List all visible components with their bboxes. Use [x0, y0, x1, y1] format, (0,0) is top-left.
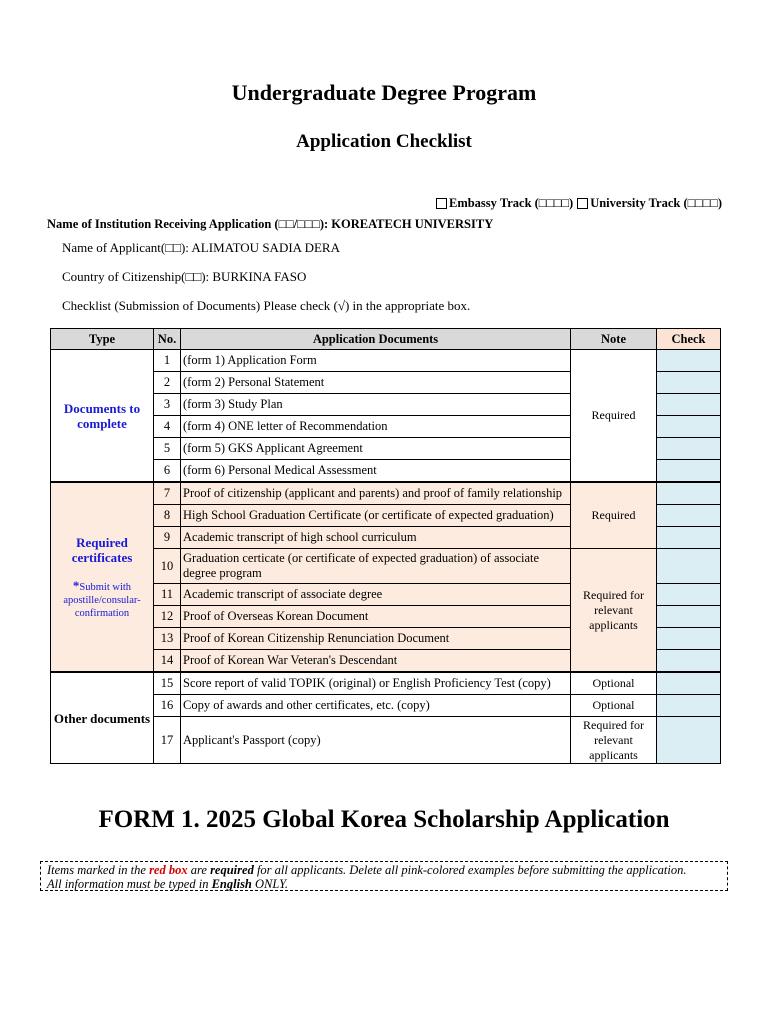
row-number: 4 — [154, 416, 181, 438]
check-cell[interactable] — [657, 394, 721, 416]
check-cell[interactable] — [657, 372, 721, 394]
row-document: Proof of citizenship (applicant and parents) and proof of family relationship — [181, 482, 571, 505]
notice-text: for all applicants. Delete all pink-colored examples before submitting the application. — [253, 863, 687, 877]
row-number: 13 — [154, 628, 181, 650]
row-number: 8 — [154, 505, 181, 527]
checklist-table — [50, 328, 721, 764]
note-required: Required — [571, 482, 657, 549]
notice-line-1 — [47, 863, 721, 877]
notice-english: English — [211, 877, 252, 891]
row-document: (form 6) Personal Medical Assessment — [181, 460, 571, 483]
track-options — [436, 196, 722, 211]
row-document: Academic transcript of high school curriculum — [181, 527, 571, 549]
header-no: No. — [154, 329, 181, 350]
check-cell[interactable] — [657, 460, 721, 483]
row-document: (form 1) Application Form — [181, 350, 571, 372]
check-cell[interactable] — [657, 549, 721, 584]
row-number: 11 — [154, 584, 181, 606]
header-note: Note — [571, 329, 657, 350]
row-document: Score report of valid TOPIK (original) or English Proficiency Test (copy) — [181, 672, 571, 695]
note-optional: Optional — [571, 695, 657, 717]
group-other-documents: Other documents — [51, 672, 154, 764]
row-document: Proof of Overseas Korean Document — [181, 606, 571, 628]
row-number: 15 — [154, 672, 181, 695]
embassy-track-option[interactable] — [436, 196, 573, 211]
row-number: 7 — [154, 482, 181, 505]
university-track-option[interactable] — [577, 196, 722, 211]
table-header-row — [51, 329, 721, 350]
table-row — [51, 482, 721, 505]
check-cell[interactable] — [657, 416, 721, 438]
note-required-relevant: Required for relevant applicants — [571, 717, 657, 764]
group-required-certificates-label: Required certificates — [71, 534, 133, 565]
institution-name: Name of Institution Receiving Application (□□/□□□): KOREATECH UNIVERSITY — [47, 217, 494, 231]
check-cell[interactable] — [657, 717, 721, 764]
check-cell[interactable] — [657, 606, 721, 628]
notice-text: Items marked in the — [47, 863, 150, 877]
row-document: Proof of Korean Citizenship Renunciation Document — [181, 628, 571, 650]
page-title: Undergraduate Degree Program — [231, 80, 537, 105]
university-track-label: University Track (□□□□) — [590, 196, 722, 210]
applicant-country: Country of Citizenship(□□): BURKINA FASO — [62, 269, 307, 284]
notice-text: All information must be typed in — [47, 877, 212, 891]
table-row — [51, 672, 721, 695]
check-cell[interactable] — [657, 650, 721, 673]
check-cell[interactable] — [657, 695, 721, 717]
header-type: Type — [51, 329, 154, 350]
row-document: Applicant's Passport (copy) — [181, 717, 571, 764]
notice-text: are — [187, 863, 211, 877]
row-number: 1 — [154, 350, 181, 372]
header-check: Check — [657, 329, 721, 350]
table-row — [51, 350, 721, 372]
row-document: (form 3) Study Plan — [181, 394, 571, 416]
notice-required: required — [210, 863, 254, 877]
row-document: Graduation certicate (or certificate of expected graduation) of associate degree program — [181, 549, 571, 584]
check-cell[interactable] — [657, 672, 721, 695]
row-number: 10 — [154, 549, 181, 584]
instruction-notice — [40, 861, 728, 891]
notice-text: ONLY. — [251, 877, 289, 891]
row-document: High School Graduation Certificate (or certificate of expected graduation) — [181, 505, 571, 527]
asterisk-mark: * — [72, 577, 80, 593]
check-cell[interactable] — [657, 482, 721, 505]
row-number: 6 — [154, 460, 181, 483]
notice-line-2 — [47, 877, 721, 891]
check-cell[interactable] — [657, 628, 721, 650]
row-document: Proof of Korean War Veteran's Descendant — [181, 650, 571, 673]
page-subtitle: Application Checklist — [296, 131, 472, 152]
row-document: (form 5) GKS Applicant Agreement — [181, 438, 571, 460]
notice-red-box: red box — [149, 863, 188, 877]
apostille-note-text: Submit with apostille/consular-confirmation — [63, 581, 141, 619]
group-documents-to-complete: Documents to complete — [51, 350, 154, 483]
row-document: Academic transcript of associate degree — [181, 584, 571, 606]
check-cell[interactable] — [657, 527, 721, 549]
row-number: 5 — [154, 438, 181, 460]
embassy-track-label: Embassy Track (□□□□) — [448, 196, 574, 210]
row-number: 12 — [154, 606, 181, 628]
note-optional: Optional — [571, 672, 657, 695]
row-number: 14 — [154, 650, 181, 673]
check-cell[interactable] — [657, 350, 721, 372]
check-cell[interactable] — [657, 438, 721, 460]
checklist-instruction: Checklist (Submission of Documents) Please check (√) in the appropriate box. — [62, 298, 471, 313]
group-required-certificates — [51, 482, 154, 672]
university-track-checkbox[interactable] — [577, 198, 588, 209]
check-cell[interactable] — [657, 584, 721, 606]
row-number: 2 — [154, 372, 181, 394]
note-required: Required — [571, 350, 657, 483]
row-number: 9 — [154, 527, 181, 549]
note-required-relevant: Required for relevant applicants — [571, 549, 657, 673]
row-number: 16 — [154, 695, 181, 717]
row-number: 3 — [154, 394, 181, 416]
row-number: 17 — [154, 717, 181, 764]
row-document: (form 2) Personal Statement — [181, 372, 571, 394]
form-title: FORM 1. 2025 Global Korea Scholarship Application — [98, 806, 670, 833]
header-documents: Application Documents — [181, 329, 571, 350]
embassy-track-checkbox[interactable] — [436, 198, 447, 209]
row-document: Copy of awards and other certificates, etc. (copy) — [181, 695, 571, 717]
applicant-name: Name of Applicant(□□): ALIMATOU SADIA DERA — [62, 240, 340, 255]
check-cell[interactable] — [657, 505, 721, 527]
apostille-note — [53, 579, 151, 620]
row-document: (form 4) ONE letter of Recommendation — [181, 416, 571, 438]
